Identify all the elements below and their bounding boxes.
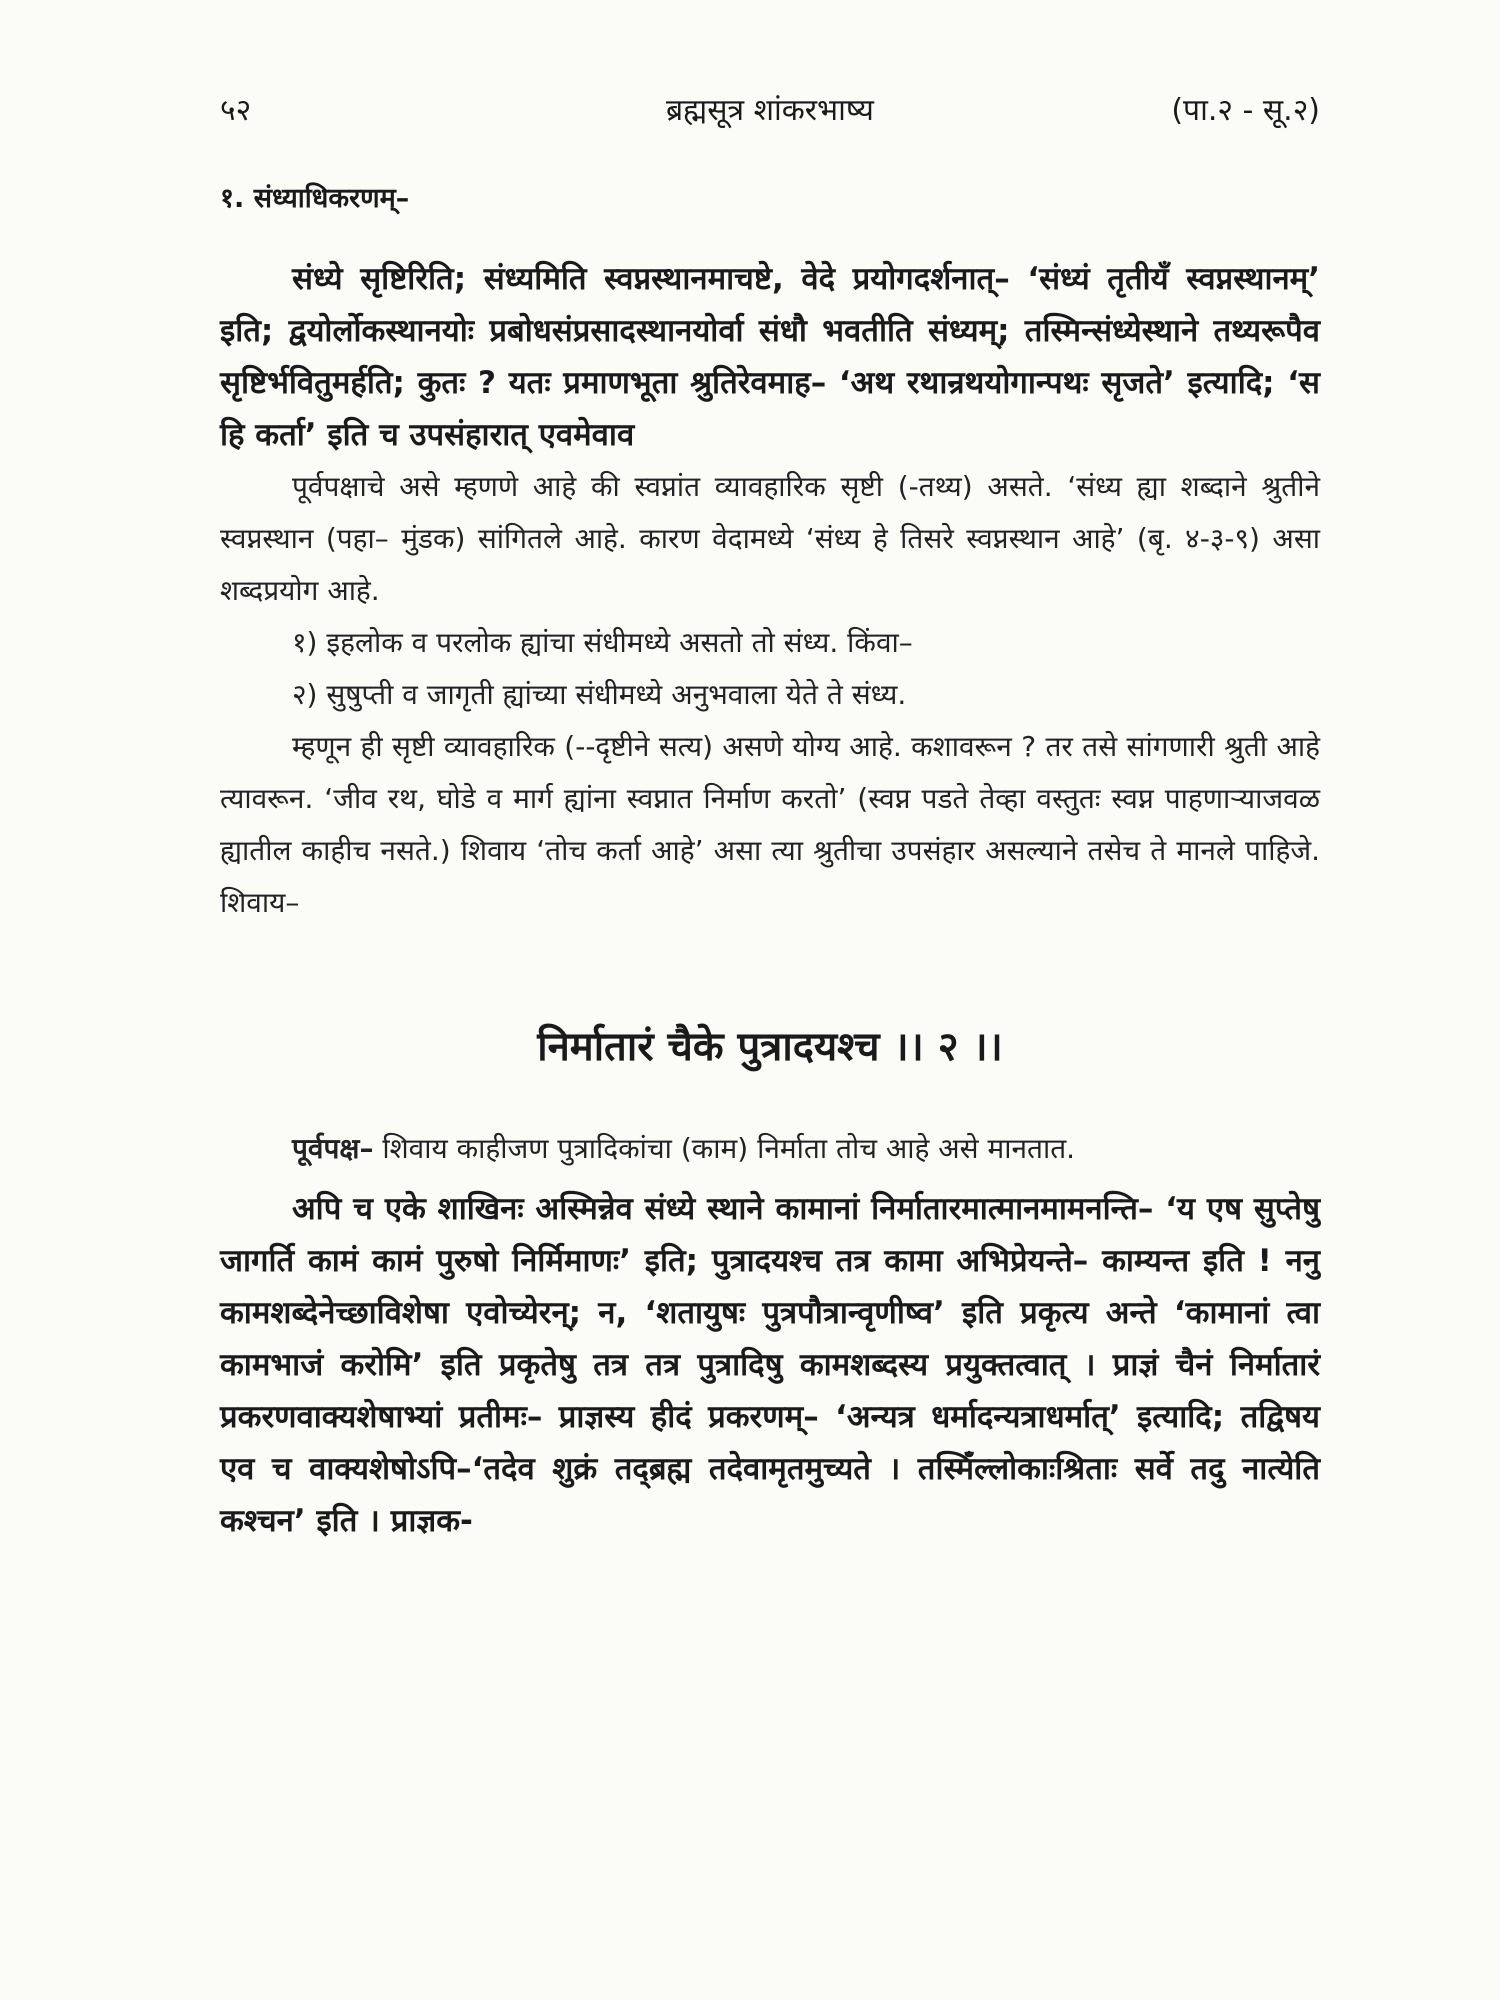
marathi-commentary-1: पूर्वपक्षाचे असे म्हणणे आहे की स्वप्नांत व्यावहारिक सृष्टी (-तथ्य) असते. ‘संध्य ह्या शब्दाने श्रुतीने स्वप्नस्थान (पहा– मुंडक) सांगितले आहे. कारण वेदामध्ये ‘संध्य हे तिसरे स्वप्नस्थान आहे’ (बृ. ४-३-९) असा शब्दप्रयोग आहे. — [220, 470, 1320, 607]
sutra-heading: निर्मातारं चैके पुत्रादयश्च ।। २ ।। — [537, 1024, 1003, 1070]
sanskrit-bhashya-1: संध्ये सृष्टिरिति; संध्यमिति स्वप्नस्थानमाचष्टे, वेदे प्रयोगदर्शनात्– ‘संध्यं तृतीयँ स्वप्नस्थानम्’ इति; द्वयोर्लोकस्थानयोः प्रबोधसंप्रसादस्थानयोर्वा संधौ भवतीति संध्यम्; तस्मिन्संध्येस्थाने तथ्यरूपैव सृष्टिर्भवितुमर्हति; कुतः ? यतः प्रमाणभूता श्रुतिरेवमाह– ‘अथ रथान्रथयोगान्पथः सृजते’ इत्यादि; ‘स हि कर्ता’ इति च उपसंहारात् एवमेवाव — [220, 261, 1320, 453]
sanskrit-bhashya-2: अपि च एके शाखिनः अस्मिन्नेव संध्ये स्थाने कामानां निर्मातारमात्मानमामनन्ति– ‘य एष सुप्तेषु जागर्ति कामं कामं पुरुषो निर्मिमाणः’ इति; पुत्रादयश्च तत्र कामा अभिप्रेयन्ते– काम्यन्त इति ! ननु कामशब्देनेच्छाविशेषा एवोच्येरन्; न, ‘शतायुषः पुत्रपौत्रान्वृणीष्व’ इति प्रकृत्य अन्ते ‘कामानां त्वा कामभाजं करोमि’ इति प्रकृतेषु तत्र तत्र पुत्रादिषु कामशब्दस्य प्रयुक्तत्वात् । प्राज्ञं चैनं निर्मातारं प्रकरणवाक्यशेषाभ्यां प्रतीमः– प्राज्ञस्य हीदं प्रकरणम्– ‘अन्यत्र धर्मादन्यत्राधर्मात्’ इत्यादि; तद्विषय एव च वाक्यशेषोऽपि–‘तदेव शुक्रं तद्ब्रह्म तदेवामृतमुच्यते । तस्मिँल्लोकाःश्रिताः सर्वे तदु नात्येति कश्चन’ इति । प्राज्ञक- — [220, 1191, 1320, 1539]
purvapaksha-paragraph — [220, 1123, 1320, 1175]
section-heading: १. संध्याधिकरणम्– — [220, 183, 410, 214]
page-header — [220, 88, 1320, 138]
page-number: ५२ — [220, 93, 252, 128]
purvapaksha-text: शिवाय काहीजण पुत्रादिकांचा (काम) निर्माता तोच आहे असे मानतात. — [382, 1132, 1076, 1165]
page-body — [220, 178, 1320, 1547]
purvapaksha-label: पूर्वपक्ष– — [292, 1132, 374, 1165]
marathi-point-1: १) इहलोक व परलोक ह्यांचा संधीमध्ये असतो तो संध्य. किंवा– — [292, 626, 913, 659]
marathi-commentary-2: म्हणून ही सृष्टी व्यावहारिक (--दृष्टीने सत्य) असणे योग्य आहे. कशावरून ? तर तसे सांगणारी श्रुती आहे त्यावरून. ‘जीव रथ, घोडे व मार्ग ह्यांना स्वप्नात निर्माण करतो’ (स्वप्न पडते तेव्हा वस्तुतः स्वप्न पाहणाऱ्याजवळ ह्यातील काहीच नसते.) शिवाय ‘तोच कर्ता आहे’ असा त्या श्रुतीचा उपसंहार असल्याने तसेच ते मानले पाहिजे. शिवाय– — [220, 730, 1320, 919]
marathi-point-2: २) सुषुप्ती व जागृती ह्यांच्या संधीमध्ये अनुभवाला येते ते संध्य. — [292, 678, 907, 711]
page-reference: (पा.२ - सू.२) — [1171, 93, 1320, 128]
book-title: ब्रह्मसूत्र शांकरभाष्य — [666, 93, 874, 128]
